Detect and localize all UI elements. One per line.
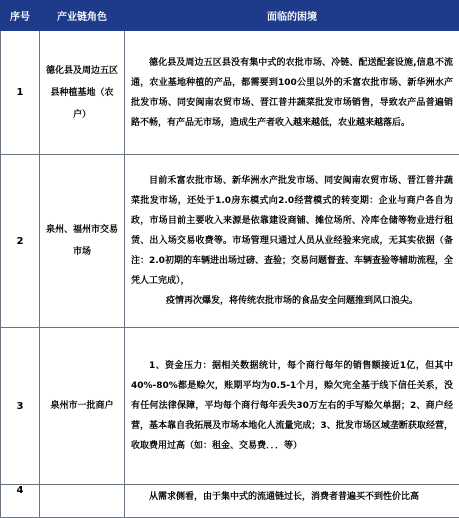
row-role: 泉州市一批商户	[40, 328, 125, 485]
difficulty-text: 从需求侧看，由于集中式的流通链过长，消费者普遍买不到性价比高	[131, 487, 453, 507]
header-role: 产业链角色	[40, 1, 125, 31]
row-difficulty	[125, 485, 459, 518]
table-row	[1, 31, 459, 155]
row-role	[40, 485, 125, 518]
row-difficulty	[125, 31, 459, 155]
row-index: 1	[1, 31, 40, 155]
table-row	[1, 485, 459, 518]
row-difficulty	[125, 328, 459, 485]
row-role: 泉州、福州市交易市场	[40, 155, 125, 328]
row-index: 3	[1, 328, 40, 485]
difficulty-text: 目前禾富农批市场、新华洲水产批发市场、同安闽南农贸市场、晋江普井蔬菜批发市场，还处于1.0房东模式向2.0经营模式的转变期：企业与商户各自为政，市场目前主要收入来源是依靠建设商铺、摊位场所、冷库仓储等物业进行租赁、出入场交易收费等。市场管理只通过人员从业经验来完成，无其实依据（备注：2.0初期的车辆进出场过磅、查验；交易问题督查、车辆查验等辅助流程，全凭人工完成），	[131, 171, 453, 291]
table-row	[1, 328, 459, 485]
row-index: 2	[1, 155, 40, 328]
difficulty-text-end: 疫情再次爆发，将传统农批市场的食品安全问题推到风口浪尖。	[131, 291, 453, 311]
difficulty-text: 1、资金压力：据相关数据统计，每个商行每年的销售额接近1亿，但其中40%-80%都是赊欠，账期平均为0.5-1个月，赊欠完全基于线下信任关系，没有任何法律保障，平均每个商行每年丢失30万左右的手写赊欠单据；2、商户经营，基本靠自我拓展及市场本地化人流量完成；3、批发市场区域垄断获取经营，收取费用过高（如：租金、交易费．．．等）	[131, 356, 453, 456]
table-header-row	[1, 1, 459, 31]
table-row	[1, 155, 459, 328]
difficulty-text: 德化县及周边五区县没有集中式的农批市场、冷链、配送配套设施,信息不流通，农业基地种植的产品，都需要到100公里以外的禾富农批市场、新华洲水产批发市场、同安闽南农贸市场、晋江普井蔬菜批发市场销售，导致农产品普遍销路不畅，有产品无市场，造成生产者收入越来越低，农业越来越落后。	[131, 53, 453, 133]
row-role: 德化县及周边五区县种植基地（农户）	[40, 31, 125, 155]
row-difficulty	[125, 155, 459, 328]
header-difficulty: 面临的困境	[125, 1, 459, 31]
header-index: 序号	[1, 1, 40, 31]
row-index: 4	[1, 485, 40, 518]
